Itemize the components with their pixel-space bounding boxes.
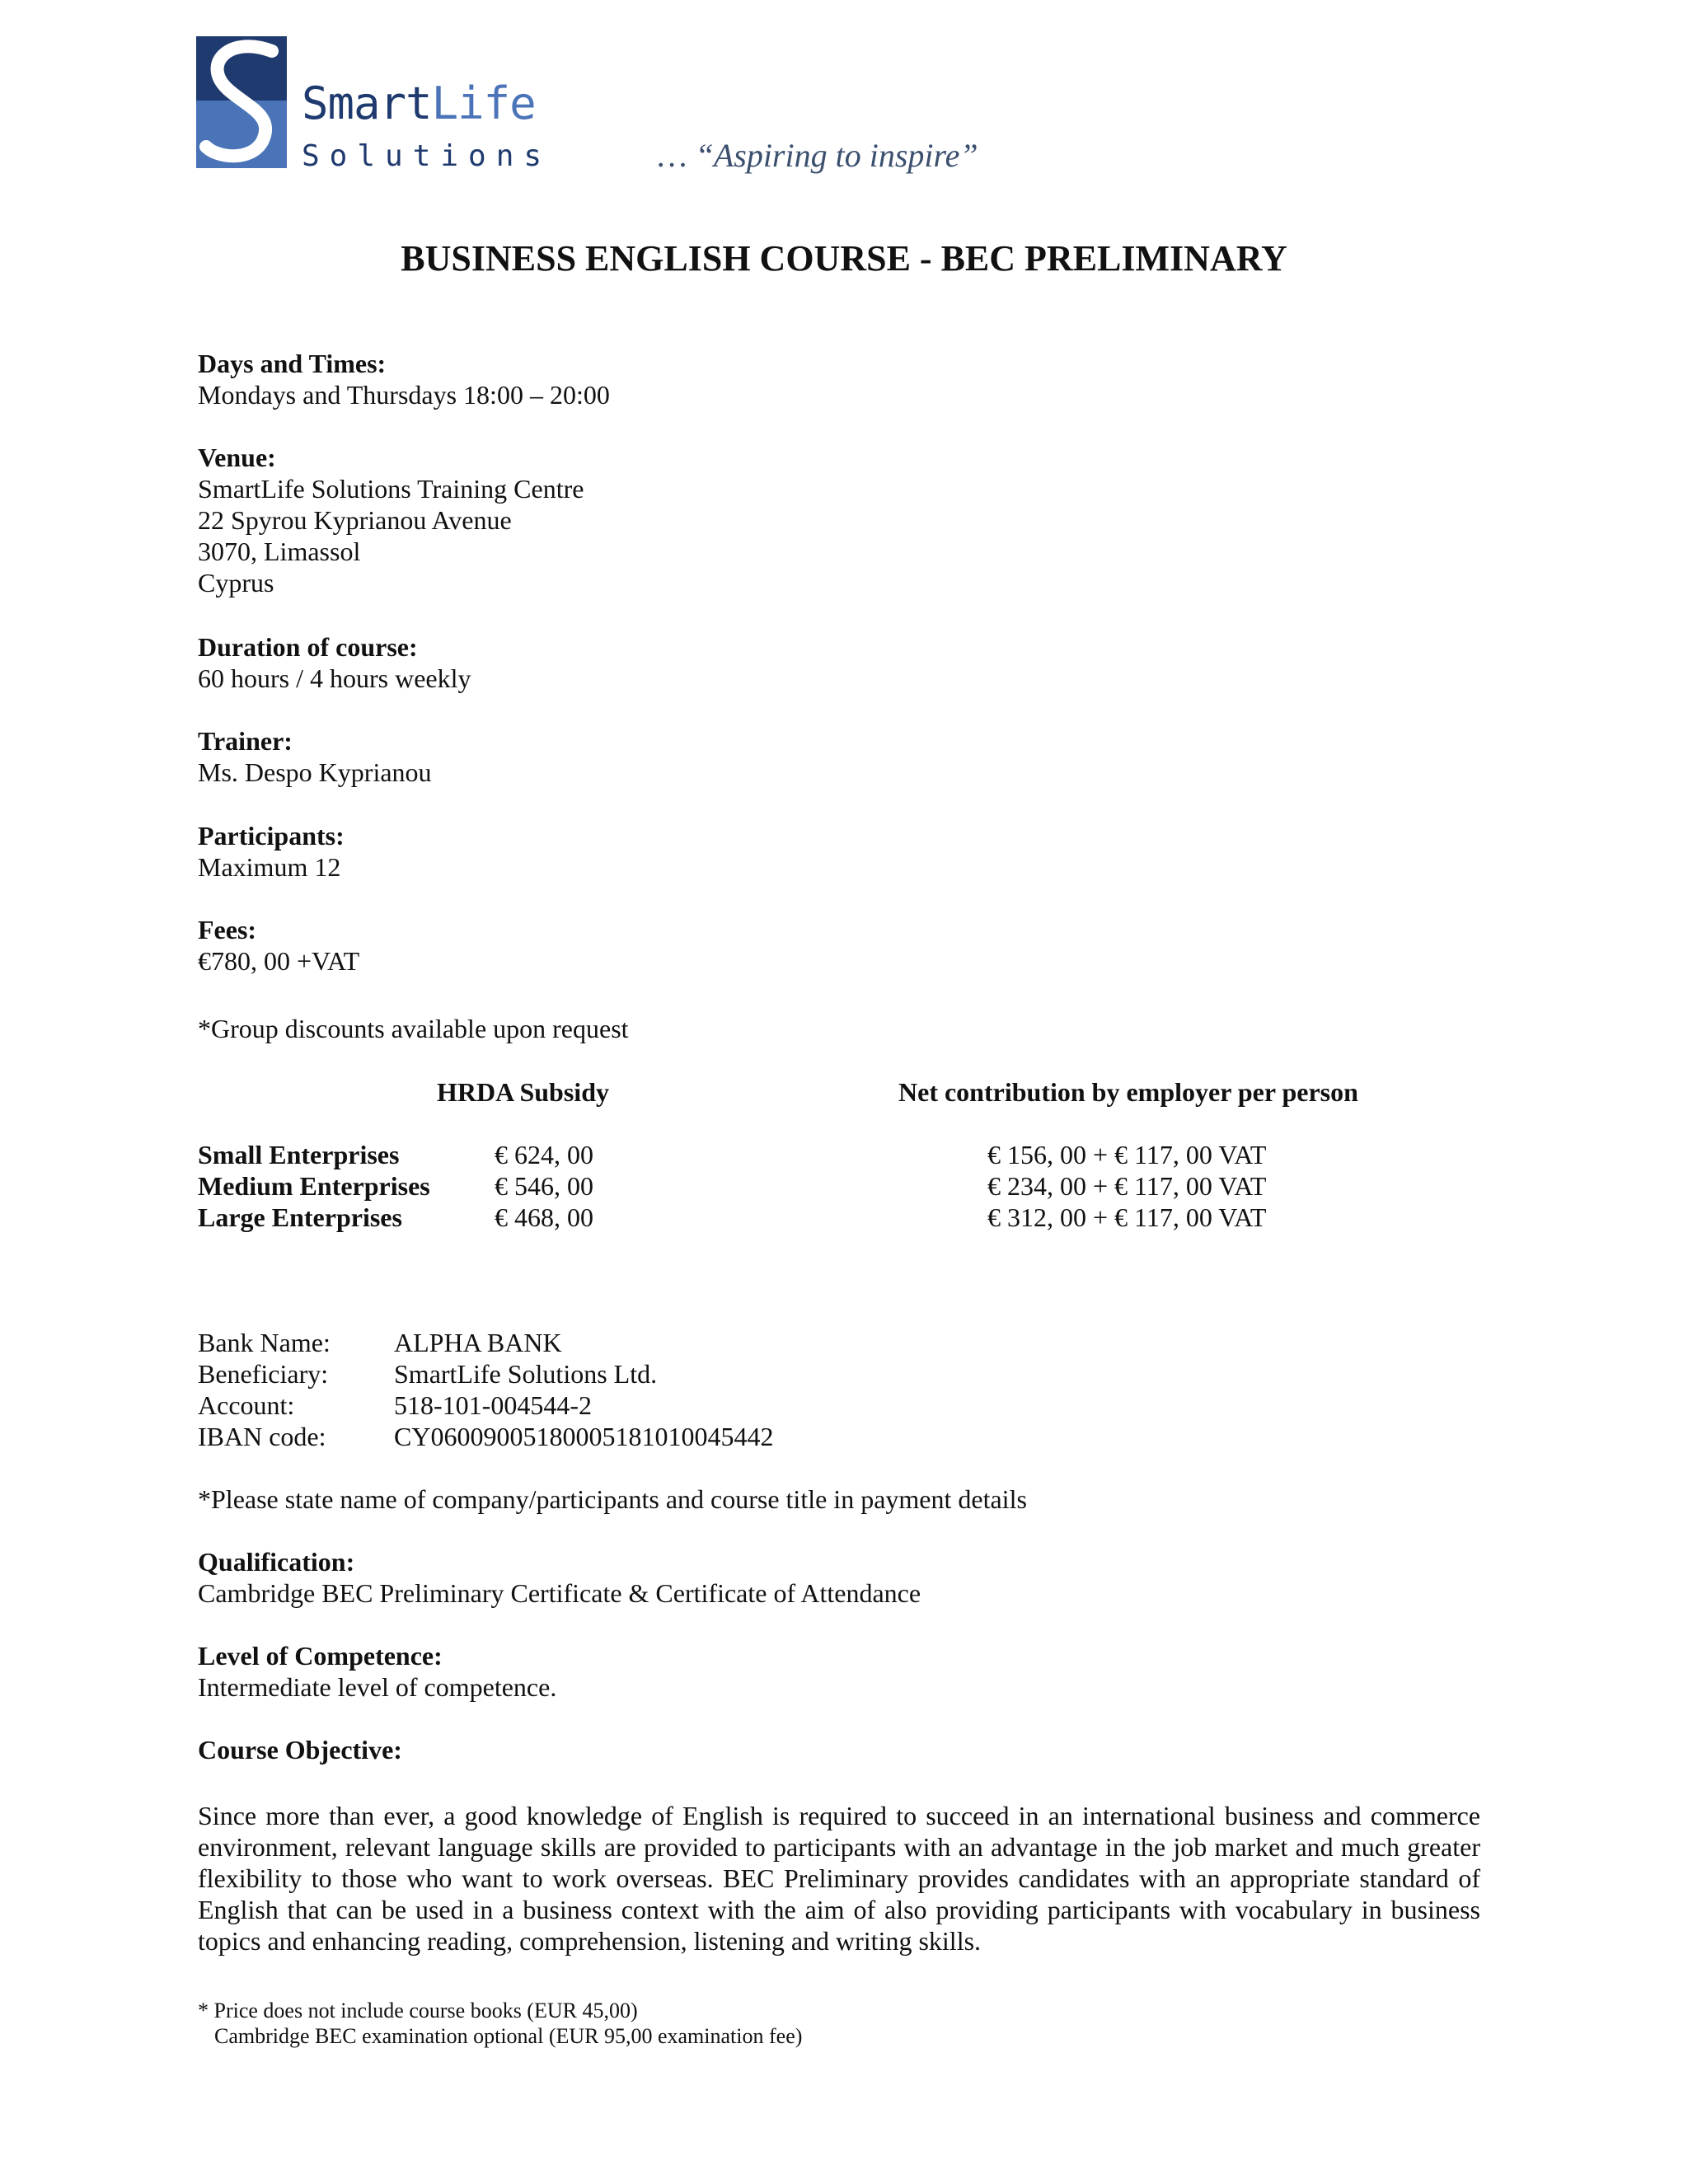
competence-value: Intermediate level of competence. <box>198 1672 557 1702</box>
duration-section <box>198 631 471 694</box>
days-section <box>198 348 610 410</box>
subsidy-amount: € 546, 00 <box>495 1171 593 1201</box>
trainer-label: Trainer: <box>198 726 293 756</box>
net-contribution: € 312, 00 + € 117, 00 VAT <box>987 1202 1267 1232</box>
objective-paragraph: Since more than ever, a good knowledge of English is required to succeed in an international business and commerce environment, relevant language skills are provided to participants with an advantage in the job market and much greater flexibility to those who want to work overseas. BEC Preliminary provides candidates with an appropriate standard of English that can be used in a business context with the aim of also providing participants with vocabulary in business topics and enhancing reading, comprehension, listening and writing skills. <box>198 1801 1480 1956</box>
venue-line: 22 Spyrou Kyprianou Avenue <box>198 505 512 535</box>
net-contribution-header: Net contribution by employer per person <box>898 1077 1358 1107</box>
footnote-line: * Price does not include course books (EUR 45,00) <box>198 1999 638 2022</box>
logo-solutions: Solutions <box>302 139 552 173</box>
price-footnote <box>198 1998 802 2049</box>
logo-brand-smart: Smart <box>302 77 432 129</box>
venue-label: Venue: <box>198 443 276 472</box>
trainer-value: Ms. Despo Kyprianou <box>198 757 432 787</box>
footnote-line: Cambridge BEC examination optional (EUR 95,00 examination fee) <box>214 2024 803 2048</box>
trainer-section <box>198 725 432 788</box>
enterprise-size: Medium Enterprises <box>198 1171 430 1201</box>
group-discount-note: *Group discounts available upon request <box>198 1014 629 1043</box>
bank-detail-value: SmartLife Solutions Ltd. <box>394 1359 658 1389</box>
competence-label: Level of Competence: <box>198 1641 443 1671</box>
qualification-label: Qualification: <box>198 1547 355 1577</box>
fees-value: €780, 00 +VAT <box>198 946 360 976</box>
venue-line: 3070, Limassol <box>198 537 361 566</box>
participants-section <box>198 820 345 883</box>
venue-line: Cyprus <box>198 568 274 598</box>
hrda-subsidy-header: HRDA Subsidy <box>437 1077 609 1107</box>
subsidy-amount: € 624, 00 <box>495 1140 593 1169</box>
duration-value: 60 hours / 4 hours weekly <box>198 663 471 693</box>
fees-section <box>198 914 359 977</box>
net-contribution: € 234, 00 + € 117, 00 VAT <box>987 1171 1267 1201</box>
enterprise-size: Small Enterprises <box>198 1140 400 1169</box>
qualification-section <box>198 1546 921 1609</box>
bank-detail-key: Bank Name: <box>198 1328 331 1357</box>
logo-brand-life: Life <box>431 77 536 129</box>
fees-label: Fees: <box>198 915 257 944</box>
objective-heading <box>198 1734 402 1765</box>
logo-emblem-icon <box>196 36 287 168</box>
bank-detail-value: 518-101-004544-2 <box>394 1390 592 1420</box>
net-contribution: € 156, 00 + € 117, 00 VAT <box>987 1140 1267 1169</box>
page-title: BUSINESS ENGLISH COURSE - BEC PRELIMINARY <box>401 238 1287 279</box>
venue-section <box>198 442 584 598</box>
objective-label: Course Objective: <box>198 1735 402 1765</box>
days-value: Mondays and Thursdays 18:00 – 20:00 <box>198 380 610 410</box>
participants-label: Participants: <box>198 821 345 851</box>
participants-value: Maximum 12 <box>198 852 341 882</box>
subsidy-amount: € 468, 00 <box>495 1202 593 1232</box>
duration-label: Duration of course: <box>198 632 418 662</box>
bank-detail-value: CY06009005180005181010045442 <box>394 1422 774 1451</box>
competence-section <box>198 1640 556 1703</box>
qualification-value: Cambridge BEC Preliminary Certificate & Certificate of Attendance <box>198 1578 921 1608</box>
smartlife-logo <box>196 36 978 185</box>
venue-line: SmartLife Solutions Training Centre <box>198 474 584 504</box>
payment-note: *Please state name of company/participants and course title in payment details <box>198 1484 1027 1514</box>
logo-brand-name <box>302 79 536 129</box>
bank-detail-key: Beneficiary: <box>198 1359 329 1389</box>
bank-detail-key: IBAN code: <box>198 1422 326 1451</box>
logo-tagline: … “Aspiring to inspire” <box>658 137 978 174</box>
enterprise-size: Large Enterprises <box>198 1202 402 1232</box>
bank-detail-value: ALPHA BANK <box>394 1328 562 1357</box>
bank-detail-key: Account: <box>198 1390 295 1420</box>
days-label: Days and Times: <box>198 349 387 378</box>
